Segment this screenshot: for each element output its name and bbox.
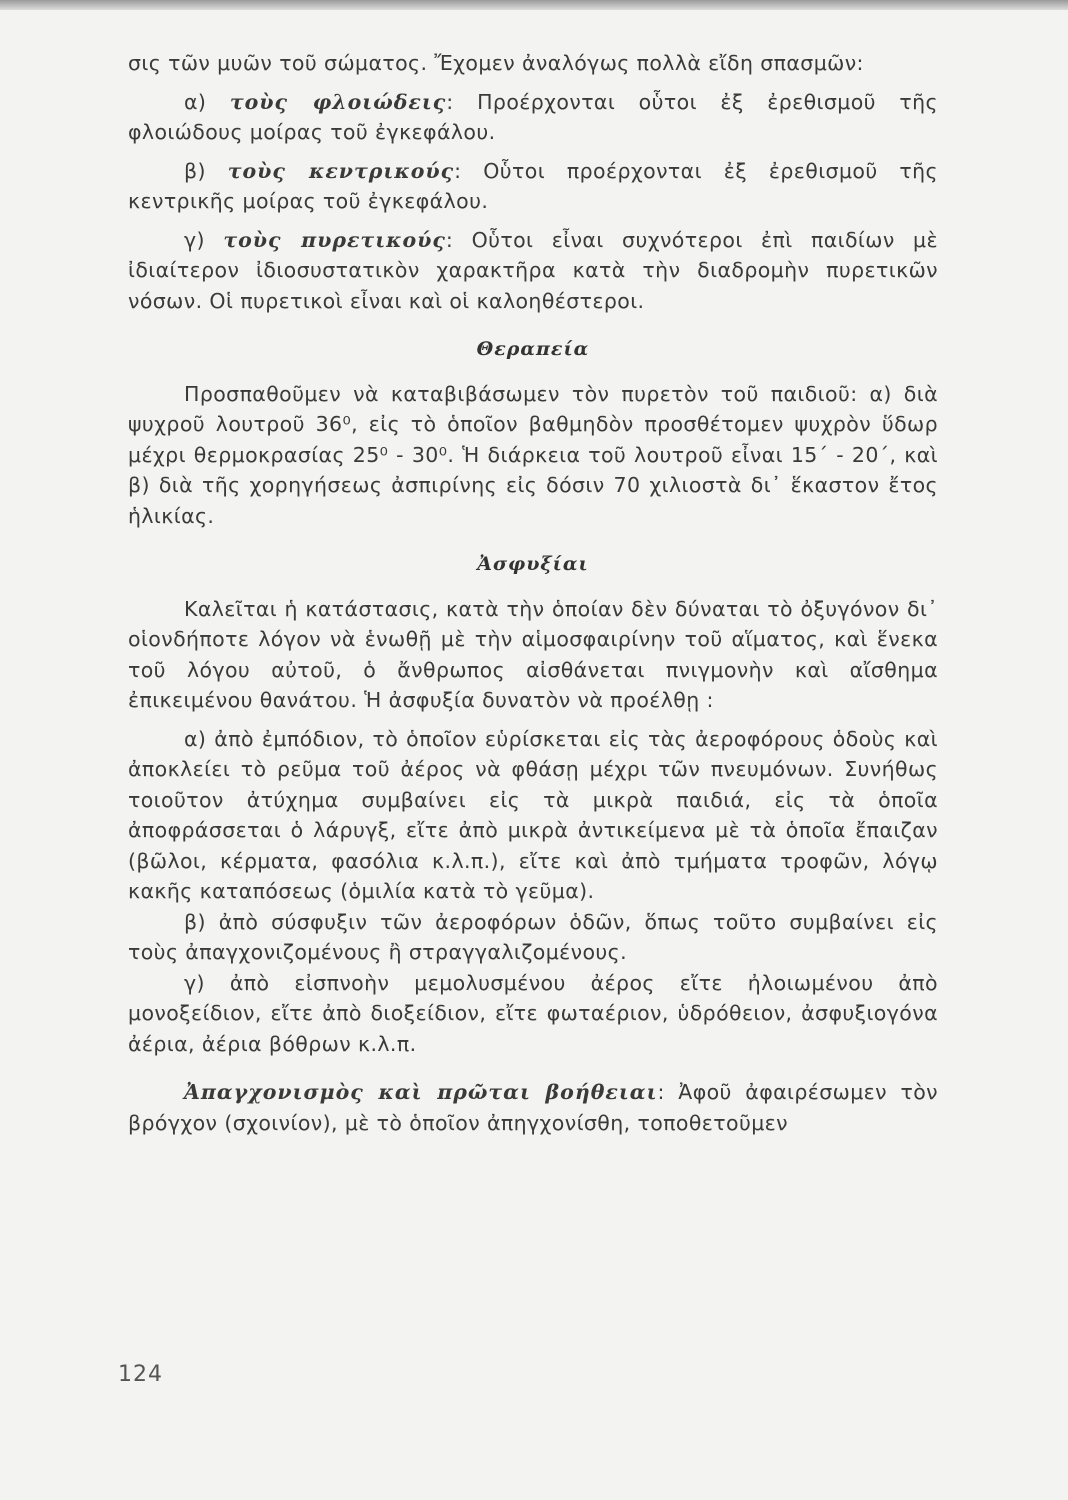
spasm-type-febrile	[128, 225, 938, 317]
therapy-heading: Θεραπεία	[476, 338, 590, 360]
scan-top-edge	[0, 0, 1068, 10]
asphyxia-heading: Ἀσφυξίαι	[477, 553, 589, 575]
marker: α)	[184, 89, 230, 114]
therapy-paragraph: Προσπαθοῦμεν νὰ καταβιβάσωμεν τὸν πυρετὸν τοῦ παιδιοῦ: α) διὰ ψυχροῦ λουτροῦ 36⁰, εἰς τὸ ὁποῖον βαθμηδὸν προσθέτομεν ψυχρὸν ὕδωρ μέχρι θερμοκρασίας 25⁰ - 30⁰. Ἡ διάρκεια τοῦ λουτροῦ εἶναι 15΄ - 20΄, καὶ β) διὰ τῆς χορηγήσεως ἀσπιρίνης εἰς δόσιν 70 χιλιοστὰ δι᾽ ἕκαστον ἔτος ἡλικίας.	[128, 381, 938, 528]
term: τοὺς φλοιώδεις	[229, 89, 447, 114]
spasm-type-central	[128, 156, 938, 217]
spasm-type-cortical	[128, 87, 938, 148]
page-body	[128, 48, 938, 1138]
asphyxia-cause: α) ἀπὸ ἐμπόδιον, τὸ ὁποῖον εὑρίσκεται εἰς τὰς ἀεροφόρους ὁδοὺς καὶ ἀποκλείει τὸ ρεῦμα τοῦ ἀέρος νὰ φθάσῃ μέχρι τῶν πνευμόνων. Συνήθως τοιοῦτον ἀτύχημα συμβαίνει εἰς τὰ μικρὰ παιδιά, εἰς τὰ ὁποῖα ἀποφράσσεται ὁ λάρυγξ, εἴτε ἀπὸ μικρὰ ἀντικείμενα μὲ τὰ ὁποῖα ἔπαιζαν (βῶλοι, κέρματα, φασόλια κ.λ.π.), εἴτε καὶ ἀπὸ τμήματα τροφῶν, λόγῳ κακῆς καταπόσεως (ὁμιλία κατὰ τὸ γεῦμα).	[128, 726, 938, 903]
term: Ἀπαγχονισμὸς καὶ πρῶται βοήθειαι	[184, 1080, 658, 1104]
asphyxia-cause: γ) ἀπὸ εἰσπνοὴν μεμολυσμένου ἀέρος εἴτε ἠλοιωμένου ἀπὸ μονοξείδιον, εἴτε ἀπὸ διοξείδιον, εἴτε φωταέριον, ὑδρόθειον, ἀσφυξιογόνα ἀέρια, ἀέρια βόθρων κ.λ.π.	[128, 970, 938, 1056]
term: τοὺς πυρετικούς	[223, 227, 446, 252]
description: : Οὗτοι εἶναι συχνότεροι ἐπὶ παιδίων μὲ ἰδιαίτερον ἰδιοσυστατικὸν χαρακτῆρα κατὰ τὴν διαδρομὴν πυρετικῶν νόσων. Οἱ πυρετικοὶ εἶναι καὶ οἱ καλοηθέστεροι.	[128, 227, 938, 313]
marker: β)	[184, 158, 228, 183]
marker: γ)	[184, 227, 224, 252]
description: : Οὗτοι προέρχονται ἐξ ἐρεθισμοῦ τῆς κεντρικῆς μοίρας τοῦ ἐγκεφάλου.	[128, 158, 938, 213]
description: : Ἀφοῦ ἀφαιρέσωμεν τὸν βρόγχον (σχοινίον), μὲ τὸ ὁποῖον ἀπηγχονίσθη, τοποθετοῦμεν	[128, 1080, 938, 1135]
asphyxia-intro: Καλεῖται ἡ κατάστασις, κατὰ τὴν ὁποίαν δὲν δύναται τὸ ὀξυγόνον δι᾽ οἱονδήποτε λόγον νὰ ἑνωθῇ μὲ τὴν αἱμοσφαιρίνην τοῦ αἵματος, καὶ ἕνεκα τοῦ λόγου αὐτοῦ, ὁ ἄνθρωπος αἰσθάνεται πνιγμονὴν καὶ αἴσθημα ἐπικειμένου θανάτου. Ἡ ἀσφυξία δυνατὸν νὰ προέλθῃ :	[128, 596, 938, 712]
page-number: 124	[118, 1362, 163, 1387]
hanging-first-aid	[128, 1077, 938, 1138]
term: τοὺς κεντρικούς	[227, 158, 455, 183]
description: : Προέρχονται οὗτοι ἐξ ἐρεθισμοῦ τῆς φλοιώδους μοίρας τοῦ ἐγκεφάλου.	[128, 89, 938, 144]
asphyxia-cause: β) ἀπὸ σύσφυξιν τῶν ἀεροφόρων ὁδῶν, ὅπως τοῦτο συμβαίνει εἰς τοὺς ἀπαγχονιζομένους ἢ στραγγαλιζομένους.	[128, 909, 938, 964]
spasm-intro: σις τῶν μυῶν τοῦ σώματος. Ἔχομεν ἀναλόγως πολλὰ εἴδη σπασμῶν:	[128, 51, 864, 75]
